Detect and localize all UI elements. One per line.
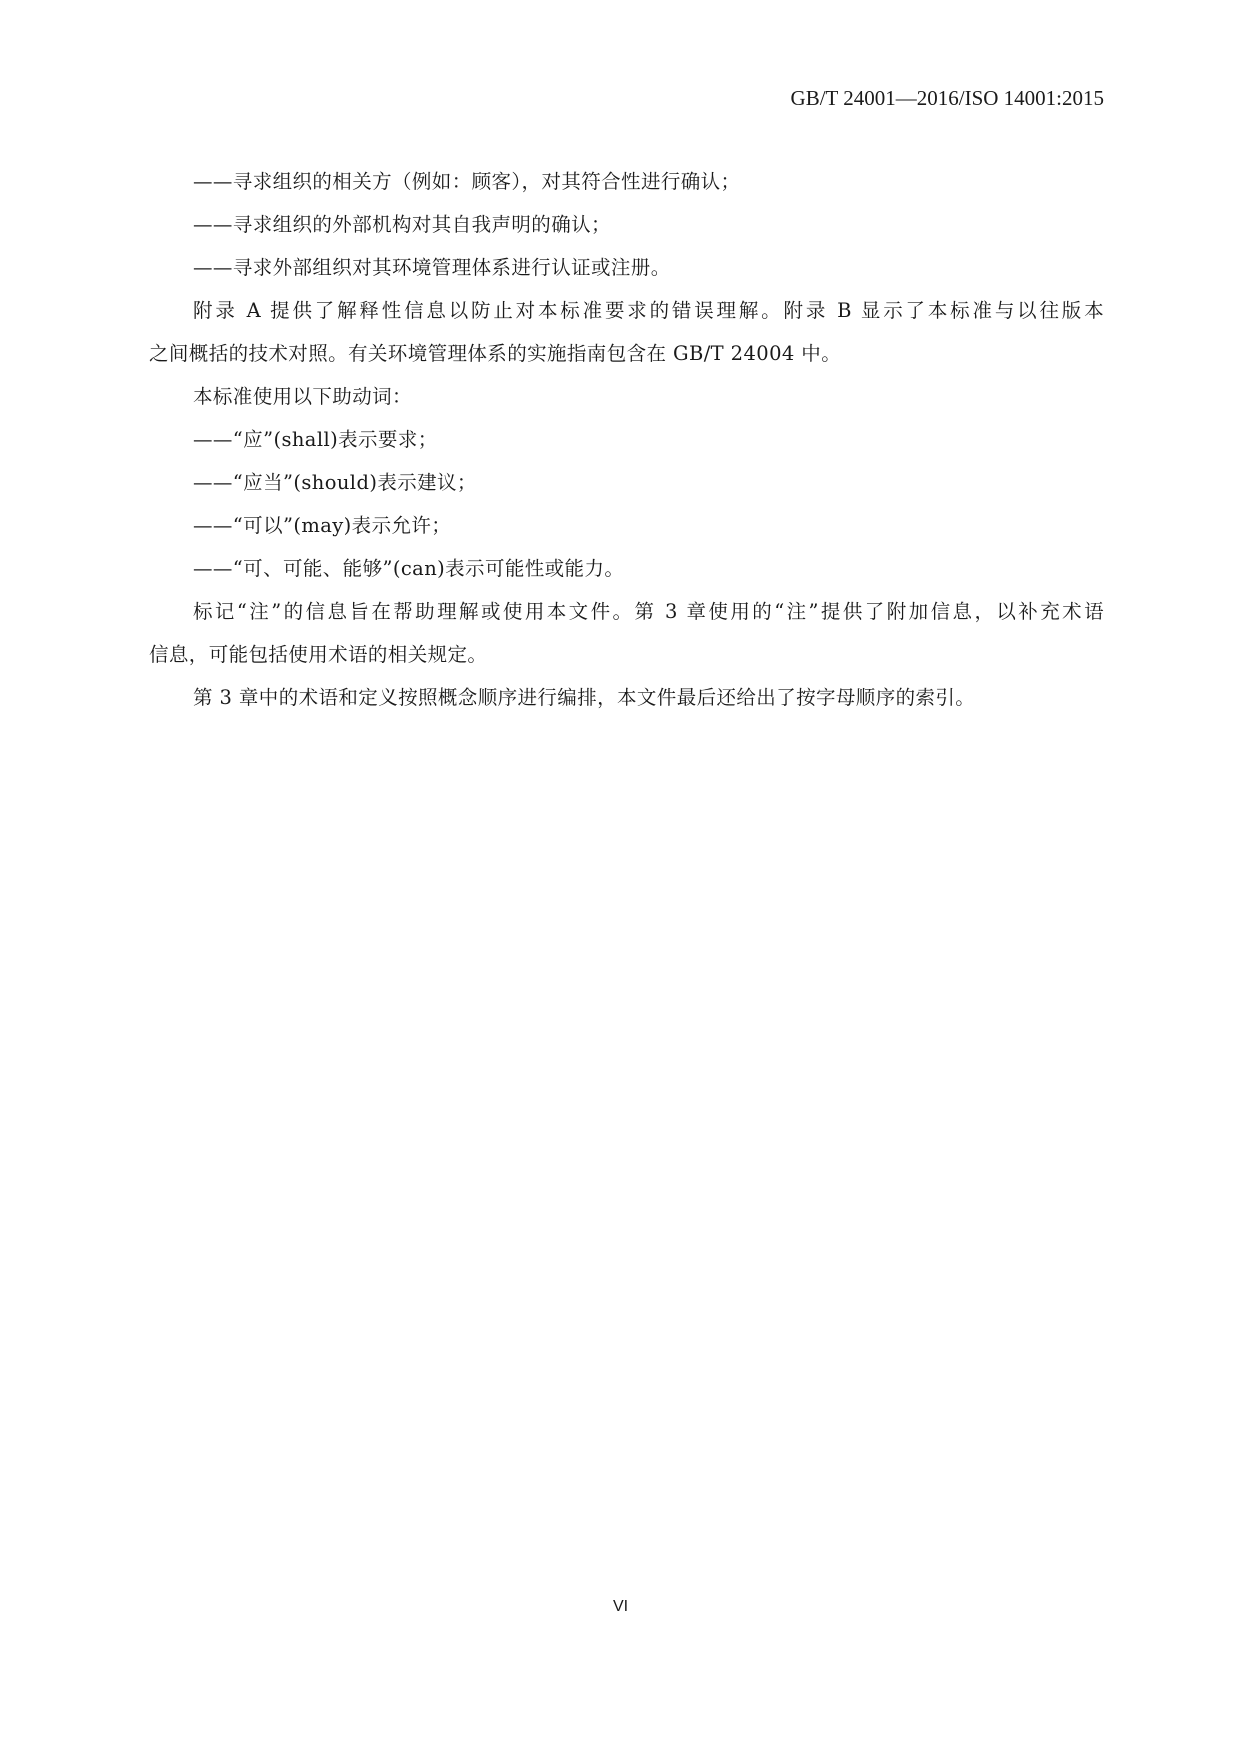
paragraph-verbal-forms-intro: 本标准使用以下助动词： <box>193 385 412 408</box>
paragraph-notes-line-2: 信息，可能包括使用术语的相关规定。 <box>149 643 488 666</box>
list-item-may: ——“可以”(may)表示允许； <box>193 514 452 537</box>
list-item-certification: ——寻求外部组织对其环境管理体系进行认证或注册。 <box>193 256 671 279</box>
list-item-interested-parties: ——寻求组织的相关方（例如：顾客），对其符合性进行确认； <box>193 170 741 193</box>
page-number: VI <box>612 1598 629 1615</box>
list-item-shall: ——“应”(shall)表示要求； <box>193 428 438 451</box>
list-item-should: ——“应当”(should)表示建议； <box>193 471 477 494</box>
list-item-external-body-confirmation: ——寻求组织的外部机构对其自我声明的确认； <box>193 213 611 236</box>
paragraph-terms-order: 第 3 章中的术语和定义按照概念顺序进行编排，本文件最后还给出了按字母顺序的索引。 <box>193 686 976 709</box>
list-item-can: ——“可、可能、能够”(can)表示可能性或能力。 <box>193 557 625 580</box>
paragraph-annex-line-2: 之间概括的技术对照。有关环境管理体系的实施指南包含在 GB/T 24004 中。 <box>149 342 842 365</box>
paragraph-annex-line-1: 附录 A 提供了解释性信息以防止对本标准要求的错误理解。附录 B 显示了本标准与以往版本 <box>193 299 1104 322</box>
body-text <box>149 160 1104 719</box>
document-number-header: GB/T 24001—2016/ISO 14001:2015 <box>790 86 1104 110</box>
paragraph-notes-line-1: 标记“注”的信息旨在帮助理解或使用本文件。第 3 章使用的“注”提供了附加信息，以补充术语 <box>193 600 1104 623</box>
